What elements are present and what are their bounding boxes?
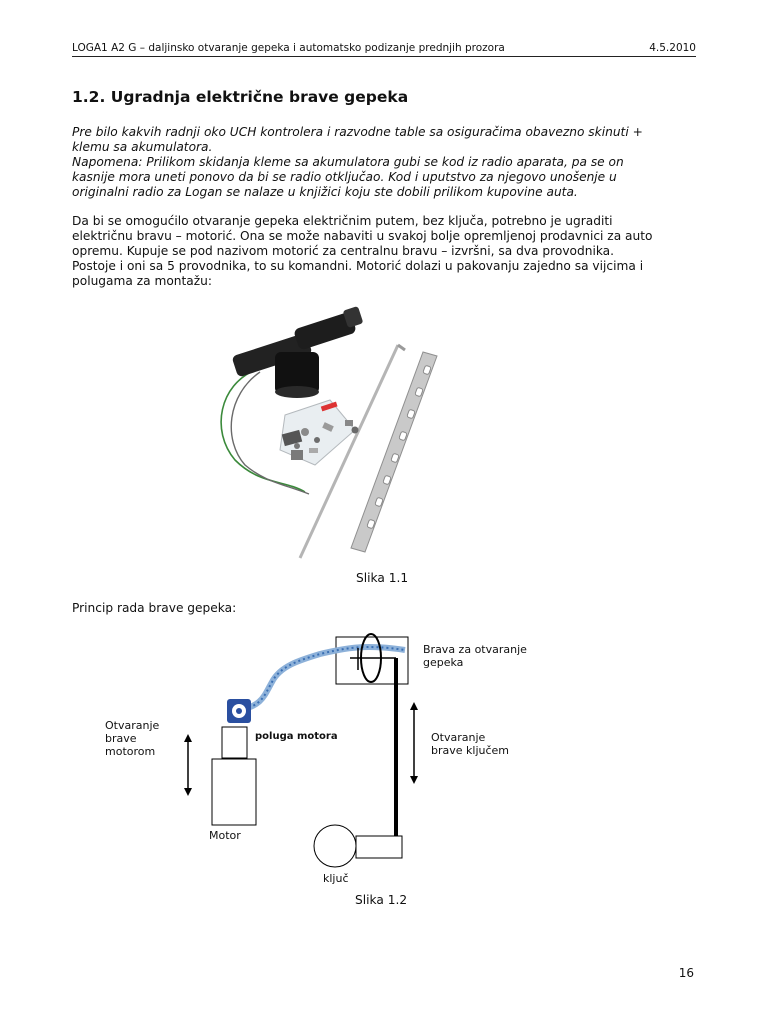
intro-line-4: kasnije mora uneti ponovo da bi se radio otključao. Kod i uputstvo za njegovo unošenje u xyxy=(72,170,617,184)
motor-open-label: Otvaranje brave motorom xyxy=(105,719,160,758)
actuator-body xyxy=(232,306,364,398)
page-header xyxy=(72,42,696,57)
key-open-arrow xyxy=(410,702,418,784)
body-line-2: električnu bravu – motorić. Ona se može nabaviti u svakoj bolje opremljenoj prodavnici za auto xyxy=(72,229,653,243)
body-line-3: opremu. Kupuje se pod nazivom motorić za centralnu bravu – izvršni, sa dva provodnika. xyxy=(72,244,615,258)
body-line-4: Postoje i oni sa 5 provodnika, to su komandni. Motorić dolazi u pakovanju zajedno sa vijcima i xyxy=(72,259,644,273)
body-line-1: Da bi se omogućilo otvaranje gepeka električnim putem, bez ključa, potrebno je ugraditi xyxy=(72,214,613,228)
figure-2-caption: Slika 1.2 xyxy=(355,893,408,907)
section-heading: 1.2. Ugradnja električne brave gepeka xyxy=(72,88,409,106)
lock-principle-diagram xyxy=(170,630,450,880)
perforated-strip xyxy=(351,352,437,552)
motor-open-arrow xyxy=(184,734,192,796)
lock-label: Brava za otvaranje gepeka xyxy=(423,643,527,669)
intro-line-5: originalni radio za Logan se nalaze u knjižici koju ste dobili prilikom kupovine auta. xyxy=(72,185,578,199)
key-open-label: Otvaranje brave ključem xyxy=(431,731,510,757)
document-title: LOGA1 A2 G – daljinsko otvaranje gepeka i automatsko podizanje prednjih prozora xyxy=(72,42,505,54)
document-date: 4.5.2010 xyxy=(649,42,696,54)
intro-line-3: Napomena: Prilikom skidanja kleme sa akumulatora gubi se kod iz radio aparata, pa se on xyxy=(72,155,624,169)
motor-lever-connector xyxy=(227,699,251,723)
intro-line-1: Pre bilo kakvih radnji oko UCH kontrolera i razvodne table sa osiguračima obavezno skinuti + xyxy=(72,125,643,139)
lever-label: poluga motora xyxy=(255,731,338,742)
page-number: 16 xyxy=(678,966,694,980)
actuator-kit-photo xyxy=(205,300,455,565)
principle-text: Princip rada brave gepeka: xyxy=(72,601,237,615)
key-circle xyxy=(314,825,356,867)
motor-box xyxy=(212,759,256,825)
intro-line-2: klemu sa akumulatora. xyxy=(72,140,213,154)
motor-label: Motor xyxy=(209,829,241,842)
figure-1-caption: Slika 1.1 xyxy=(356,571,409,585)
motor-shaft xyxy=(222,727,247,758)
key-blade xyxy=(356,836,402,858)
body-line-5: polugama za montažu: xyxy=(72,274,212,288)
key-label: ključ xyxy=(323,872,349,885)
